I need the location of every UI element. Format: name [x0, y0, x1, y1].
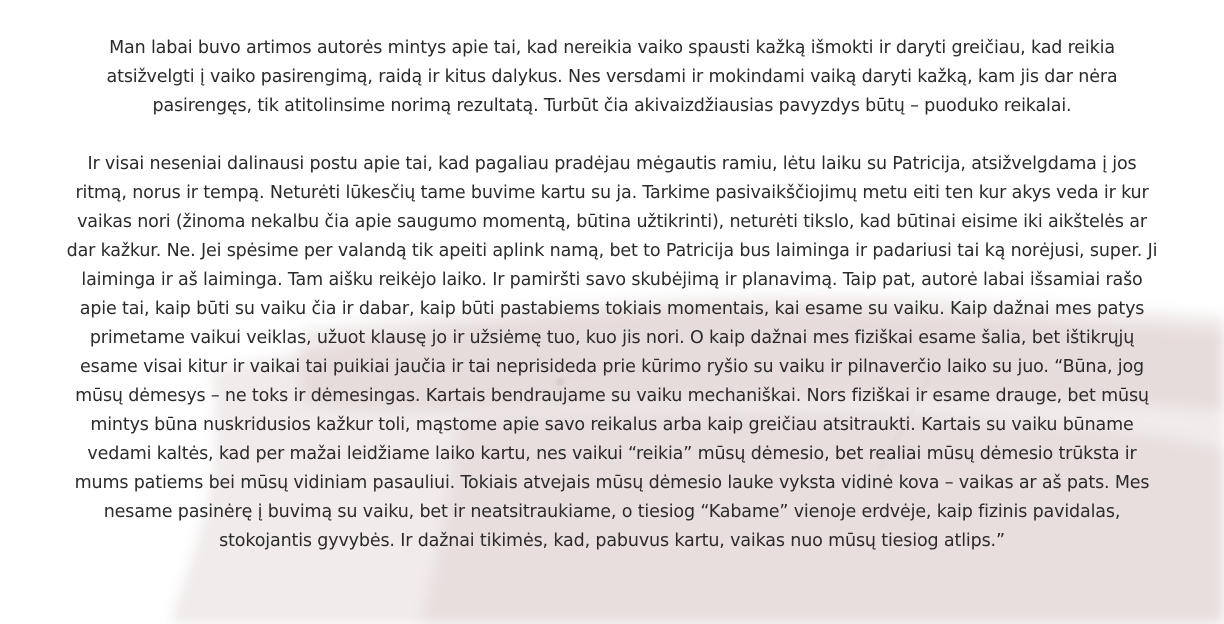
article-paragraph: Man labai buvo artimos autorės mintys apie tai, kad nereikia vaiko spausti kažką išmokti ir daryti greičiau, kad reikia atsižvelgti į vaiko pasirengimą, raidą ir kitus dalykus. Nes versdami ir mokindami vaiką daryti kažką, kam jis dar nėra pasirengęs, tik atitolinsime norimą rezultatą. Turbūt čia akivaizdžiausias pavyzdys būtų – puoduko reikalai.	[106, 38, 1118, 116]
paragraph-spacer	[64, 121, 1160, 150]
article-paragraph: Ir visai neseniai dalinausi postu apie tai, kad pagaliau pradėjau mėgautis ramiu, lėtu laiku su Patricija, atsižvelgdama į jos ritmą, norus ir tempą. Neturėti lūkesčių tame buvime kartu su ja. Tarkime pasivaikščiojimų metu eiti ten kur akys veda ir kur vaikas nori (žinoma nekalbu čia apie saugumo momentą, būtina užtikrinti), neturėti tikslo, kad būtinai eisime iki aikštelės ar dar kažkur. Ne. Jei spėsime per valandą tik apeiti aplink namą, bet to Patricija bus laiminga ir padariusi tai ką norėjusi, super. Ji laiminga ir aš laiminga. Tam aišku reikėjo laiko. Ir pamiršti savo skubėjimą ir planavimą. Taip pat, autorė labai išsamiai rašo apie tai, kaip būti su vaiku čia ir dabar, kaip būti pastabiems tokiais momentais, kai esame su vaiku. Kaip dažnai mes patys primetame vaikui veiklas, užuot klausę jo ir užsiėmę tuo, kuo jis nori. O kaip dažnai mes fiziškai esame šalia, bet ištikrųjų esame visai kitur ir vaikai tai puikiai jaučia ir tai neprisideda prie kūrimo ryšio su vaiku ir pilnaverčio laiko su juo. “Būna, jog mūsų dėmesys – ne toks ir dėmesingas. Kartais bendraujame su vaiku mechaniškai. Nors fiziškai ir esame drauge, bet mūsų mintys būna nuskridusios kažkur toli, mąstome apie savo reikalus arba kaip greičiau atsitraukti. Kartais su vaiku būname vedami kaltės, kad per mažai leidžiame laiko kartu, nes vaikui “reikia” mūsų dėmesio, bet realiai mūsų dėmesio trūksta ir mums patiems bei mūsų vidiniam pasauliui. Tokiais atvejais mūsų dėmesio lauke vyksta vidinė kova – vaikas ar aš pats. Mes nesame pasinėrę į buvimą su vaiku, bet ir neatsitraukiame, o tiesiog “Kabame” vienoje erdvėje, kaip fizinis pavidalas, stokojantis gyvybės. Ir dažnai tikimės, kad, pabuvus kartu, vaikas nuo mūsų tiesiog atlips.”	[66, 154, 1158, 551]
